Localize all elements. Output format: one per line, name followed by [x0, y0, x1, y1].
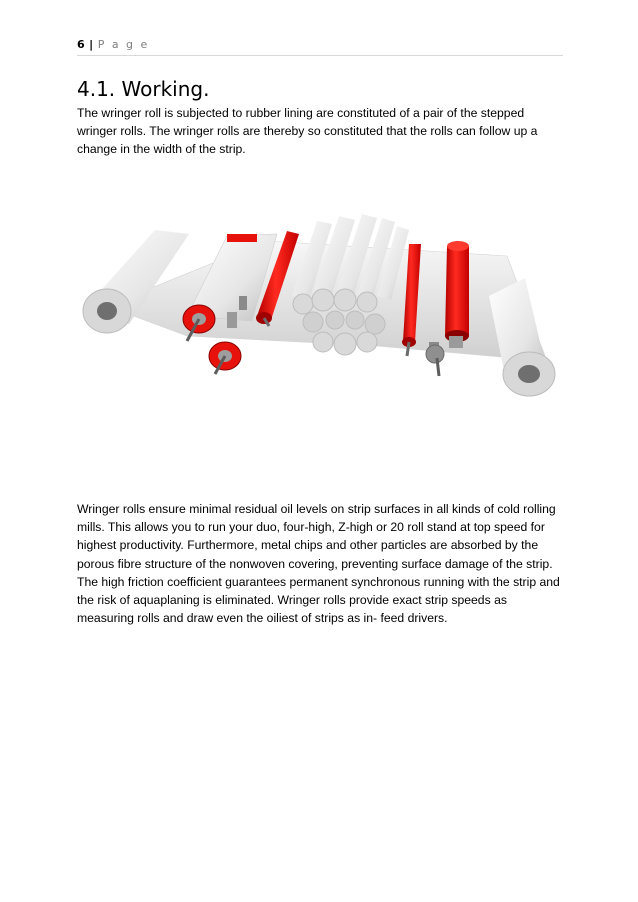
left-stand-red-band [227, 234, 257, 242]
page-separator: | [89, 38, 94, 51]
right-shafts [426, 342, 444, 376]
page-header [77, 38, 563, 56]
intro-paragraph: The wringer roll is subjected to rubber lining are constituted of a pair of the stepped wringer rolls. The wringer rolls are thereby so constituted that the rolls can follow up a change in the width of the strip. [77, 106, 538, 157]
page-number: 6 [77, 38, 86, 51]
right-coil [489, 278, 555, 396]
right-red-roll-large [445, 241, 469, 348]
page-word: P a g e [97, 38, 150, 51]
section-title: 4.1. Working. [77, 77, 210, 101]
wringer-rolls-paragraph: Wringer rolls ensure minimal residual oil levels on strip surfaces in all kinds of cold rolling mills. This allows you to run your duo, four-high, Z-high or 20 roll stand at top speed for highest productivity. Furthermore, metal chips and other particles are absorbed by the porous fibre structure of the nonwoven covering, preventing surface damage of the strip. The high friction coefficient guarantees permanent synchronous running with the strip and the risk of aquaplaning is eliminated. Wringer rolls provide exact strip speeds as measuring rolls and draw even the oiliest of strips as in- feed drivers. [77, 502, 560, 626]
wringer-rolls-illustration [77, 196, 567, 406]
